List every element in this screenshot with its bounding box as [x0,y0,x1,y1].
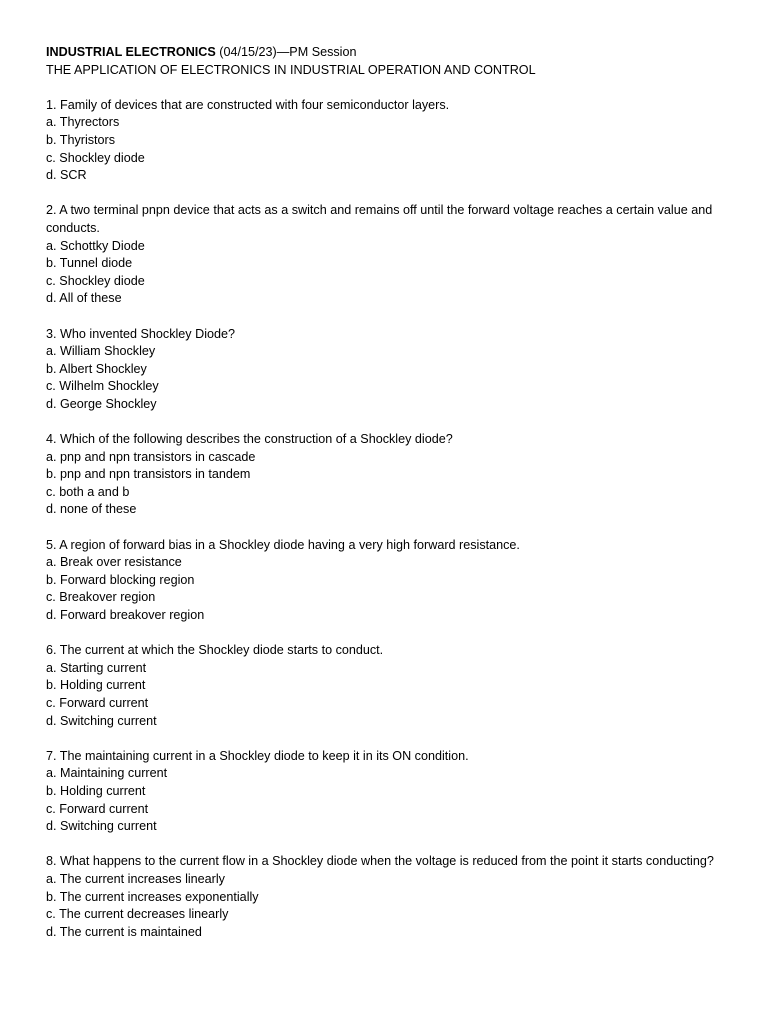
option-c: c. Breakover region [46,590,156,605]
option-d: d. The current is maintained [46,924,202,939]
option-b: b. Tunnel diode [46,256,133,271]
option-a: a. William Shockley [46,344,156,359]
option-b: b. pnp and npn transistors in tandem [46,467,251,482]
question-2 [46,202,728,308]
question-text: 3. Who invented Shockley Diode? [46,326,236,341]
option-b: b. Albert Shockley [46,361,147,376]
document-header [46,44,728,62]
question-text: 6. The current at which the Shockley diode starts to conduct. [46,643,384,658]
option-c: c. The current decreases linearly [46,907,229,922]
option-b: b. Holding current [46,678,146,693]
course-title: INDUSTRIAL ELECTRONICS [46,45,216,59]
option-c: c. Shockley diode [46,273,145,288]
option-c: c. Shockley diode [46,150,145,165]
question-text: 1. Family of devices that are constructed with four semiconductor layers. [46,97,450,112]
option-d: d. Switching current [46,713,157,728]
question-1 [46,97,728,185]
question-3 [46,326,728,414]
question-text: 4. Which of the following describes the construction of a Shockley diode? [46,432,453,447]
option-d: d. Switching current [46,819,157,834]
date-session: (04/15/23)—PM Session [215,45,357,59]
option-b: b. Thyristors [46,132,116,147]
option-a: a. The current increases linearly [46,871,225,886]
document-subtitle: THE APPLICATION OF ELECTRONICS IN INDUSTRIAL OPERATION AND CONTROL [46,62,536,77]
option-c: c. Forward current [46,695,149,710]
option-b: b. The current increases exponentially [46,889,259,904]
option-c: c. both a and b [46,484,130,499]
option-a: a. pnp and npn transistors in cascade [46,449,256,464]
question-4 [46,431,728,519]
question-8 [46,853,728,941]
option-b: b. Holding current [46,783,146,798]
option-d: d. none of these [46,502,137,517]
option-d: d. George Shockley [46,396,157,411]
option-d: d. All of these [46,291,122,306]
question-6 [46,642,728,730]
option-d: d. SCR [46,168,87,183]
question-text: 7. The maintaining current in a Shockley diode to keep it in its ON condition. [46,748,469,763]
option-b: b. Forward blocking region [46,572,195,587]
option-d: d. Forward breakover region [46,608,205,622]
option-a: a. Maintaining current [46,766,168,781]
question-text: 2. A two terminal pnpn device that acts as a switch and remains off until the forward voltage reaches a certain value and conducts. [46,203,713,235]
option-c: c. Forward current [46,801,149,816]
option-a: a. Thyrectors [46,115,120,130]
option-a: a. Starting current [46,660,147,675]
option-c: c. Wilhelm Shockley [46,379,159,394]
question-7 [46,748,728,836]
question-5 [46,537,728,625]
question-text: 5. A region of forward bias in a Shockley diode having a very high forward resistance. [46,537,520,552]
question-text: 8. What happens to the current flow in a Shockley diode when the voltage is reduced from the point it starts conducting? [46,854,714,869]
option-a: a. Schottky Diode [46,238,145,253]
option-a: a. Break over resistance [46,555,182,570]
